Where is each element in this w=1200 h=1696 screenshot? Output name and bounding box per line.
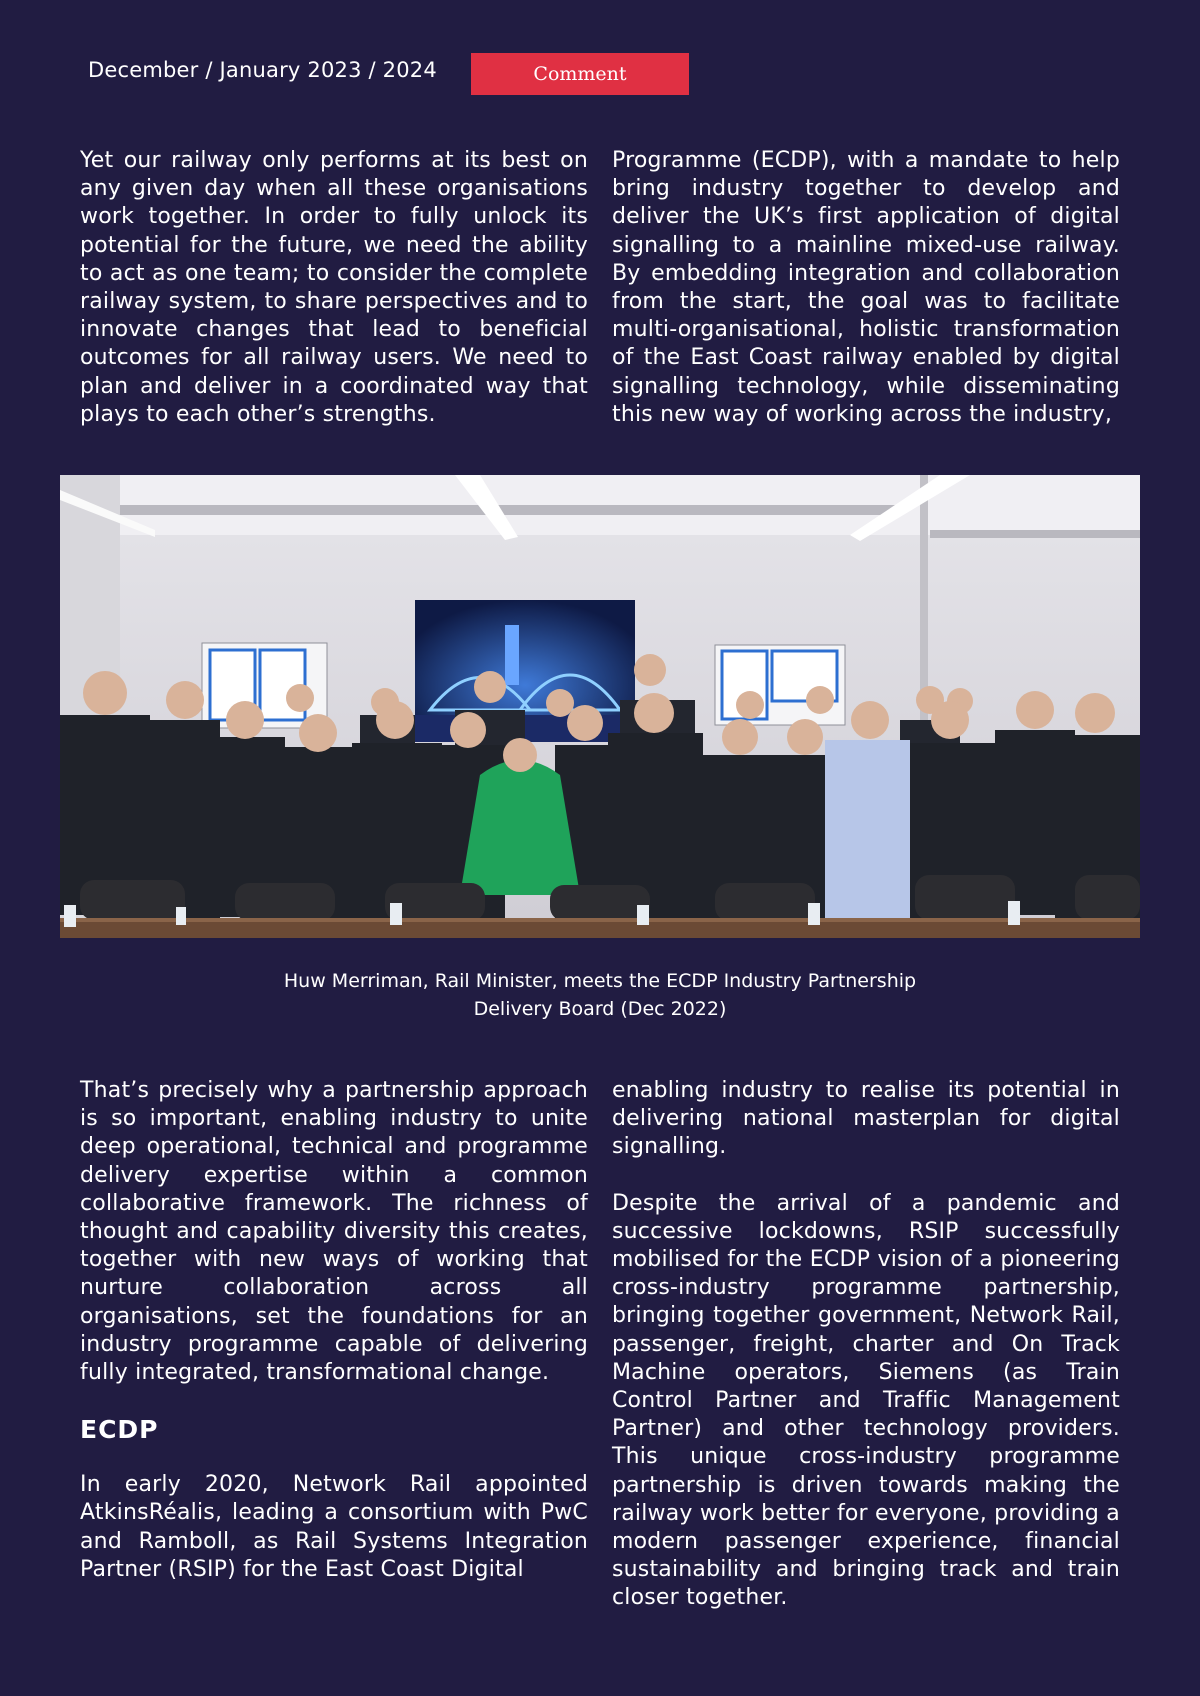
paragraph: Despite the arrival of a pandemic and successive lockdowns, RSIP successfully mobilised for the ECDP vision of a pioneering cross-industry programme partnership, bringing together government, Network Rail, passenger, freight, charter and On Track Machine operators, Siemens (as Train Control Partner and Traffic Management Partner) and other technology providers. This unique cross-industry programme partnership is driven towards making the railway work better for everyone, providing a modern passenger experience, financial sustainability and bringing track and train closer together. <box>612 1190 1120 1611</box>
paragraph: Programme (ECDP), with a mandate to help bring industry together to develop and deliver the UK’s first application of digital signalling to a mainline mixed-use railway. By embedding integration and collaboration from the start, the goal was to facilitate multi-organisational, holistic transformation of the East Coast railway enabled by digital signalling technology, while disseminating this new way of working across the industry, <box>612 148 1120 427</box>
paragraph: Yet our railway only performs at its best on any given day when all these organisations work together. In order to fully unlock its potential for the future, we need the ability to act as one team; to consider the complete railway system, to share perspectives and to innovate changes that lead to beneficial outcomes for all railway users. We need to plan and deliver in a coordinated way that plays to each other’s strengths. <box>80 148 588 427</box>
photo-caption <box>200 967 1000 1023</box>
section-tag: Comment <box>471 53 689 95</box>
article-column-top-left <box>80 147 588 429</box>
paragraph: enabling industry to realise its potential in delivering national masterplan for digital signalling. <box>612 1078 1120 1160</box>
paragraph: In early 2020, Network Rail appointed AtkinsRéalis, leading a consortium with PwC and Ramboll, as Rail Systems Integration Partner (RSIP) for the East Coast Digital <box>80 1472 588 1582</box>
article-column-bottom-right <box>612 1077 1120 1613</box>
caption-line: Huw Merriman, Rail Minister, meets the ECDP Industry Partnership <box>283 970 917 992</box>
issue-date: December / January 2023 / 2024 <box>88 58 437 82</box>
paragraph: That’s precisely why a partnership approach is so important, enabling industry to unite deep operational, technical and programme delivery expertise within a common collaborative framework. The richness of thought and capability diversity this creates, together with new ways of working that nurture collaboration across all organisations, set the foundations for an industry programme capable of delivering fully integrated, transformational change. <box>80 1078 588 1386</box>
caption-line: Delivery Board (Dec 2022) <box>473 998 727 1020</box>
article-column-top-right <box>612 147 1120 429</box>
group-photo <box>60 475 1140 938</box>
article-column-bottom-left <box>80 1077 588 1584</box>
section-heading: ECDP <box>80 1415 159 1445</box>
